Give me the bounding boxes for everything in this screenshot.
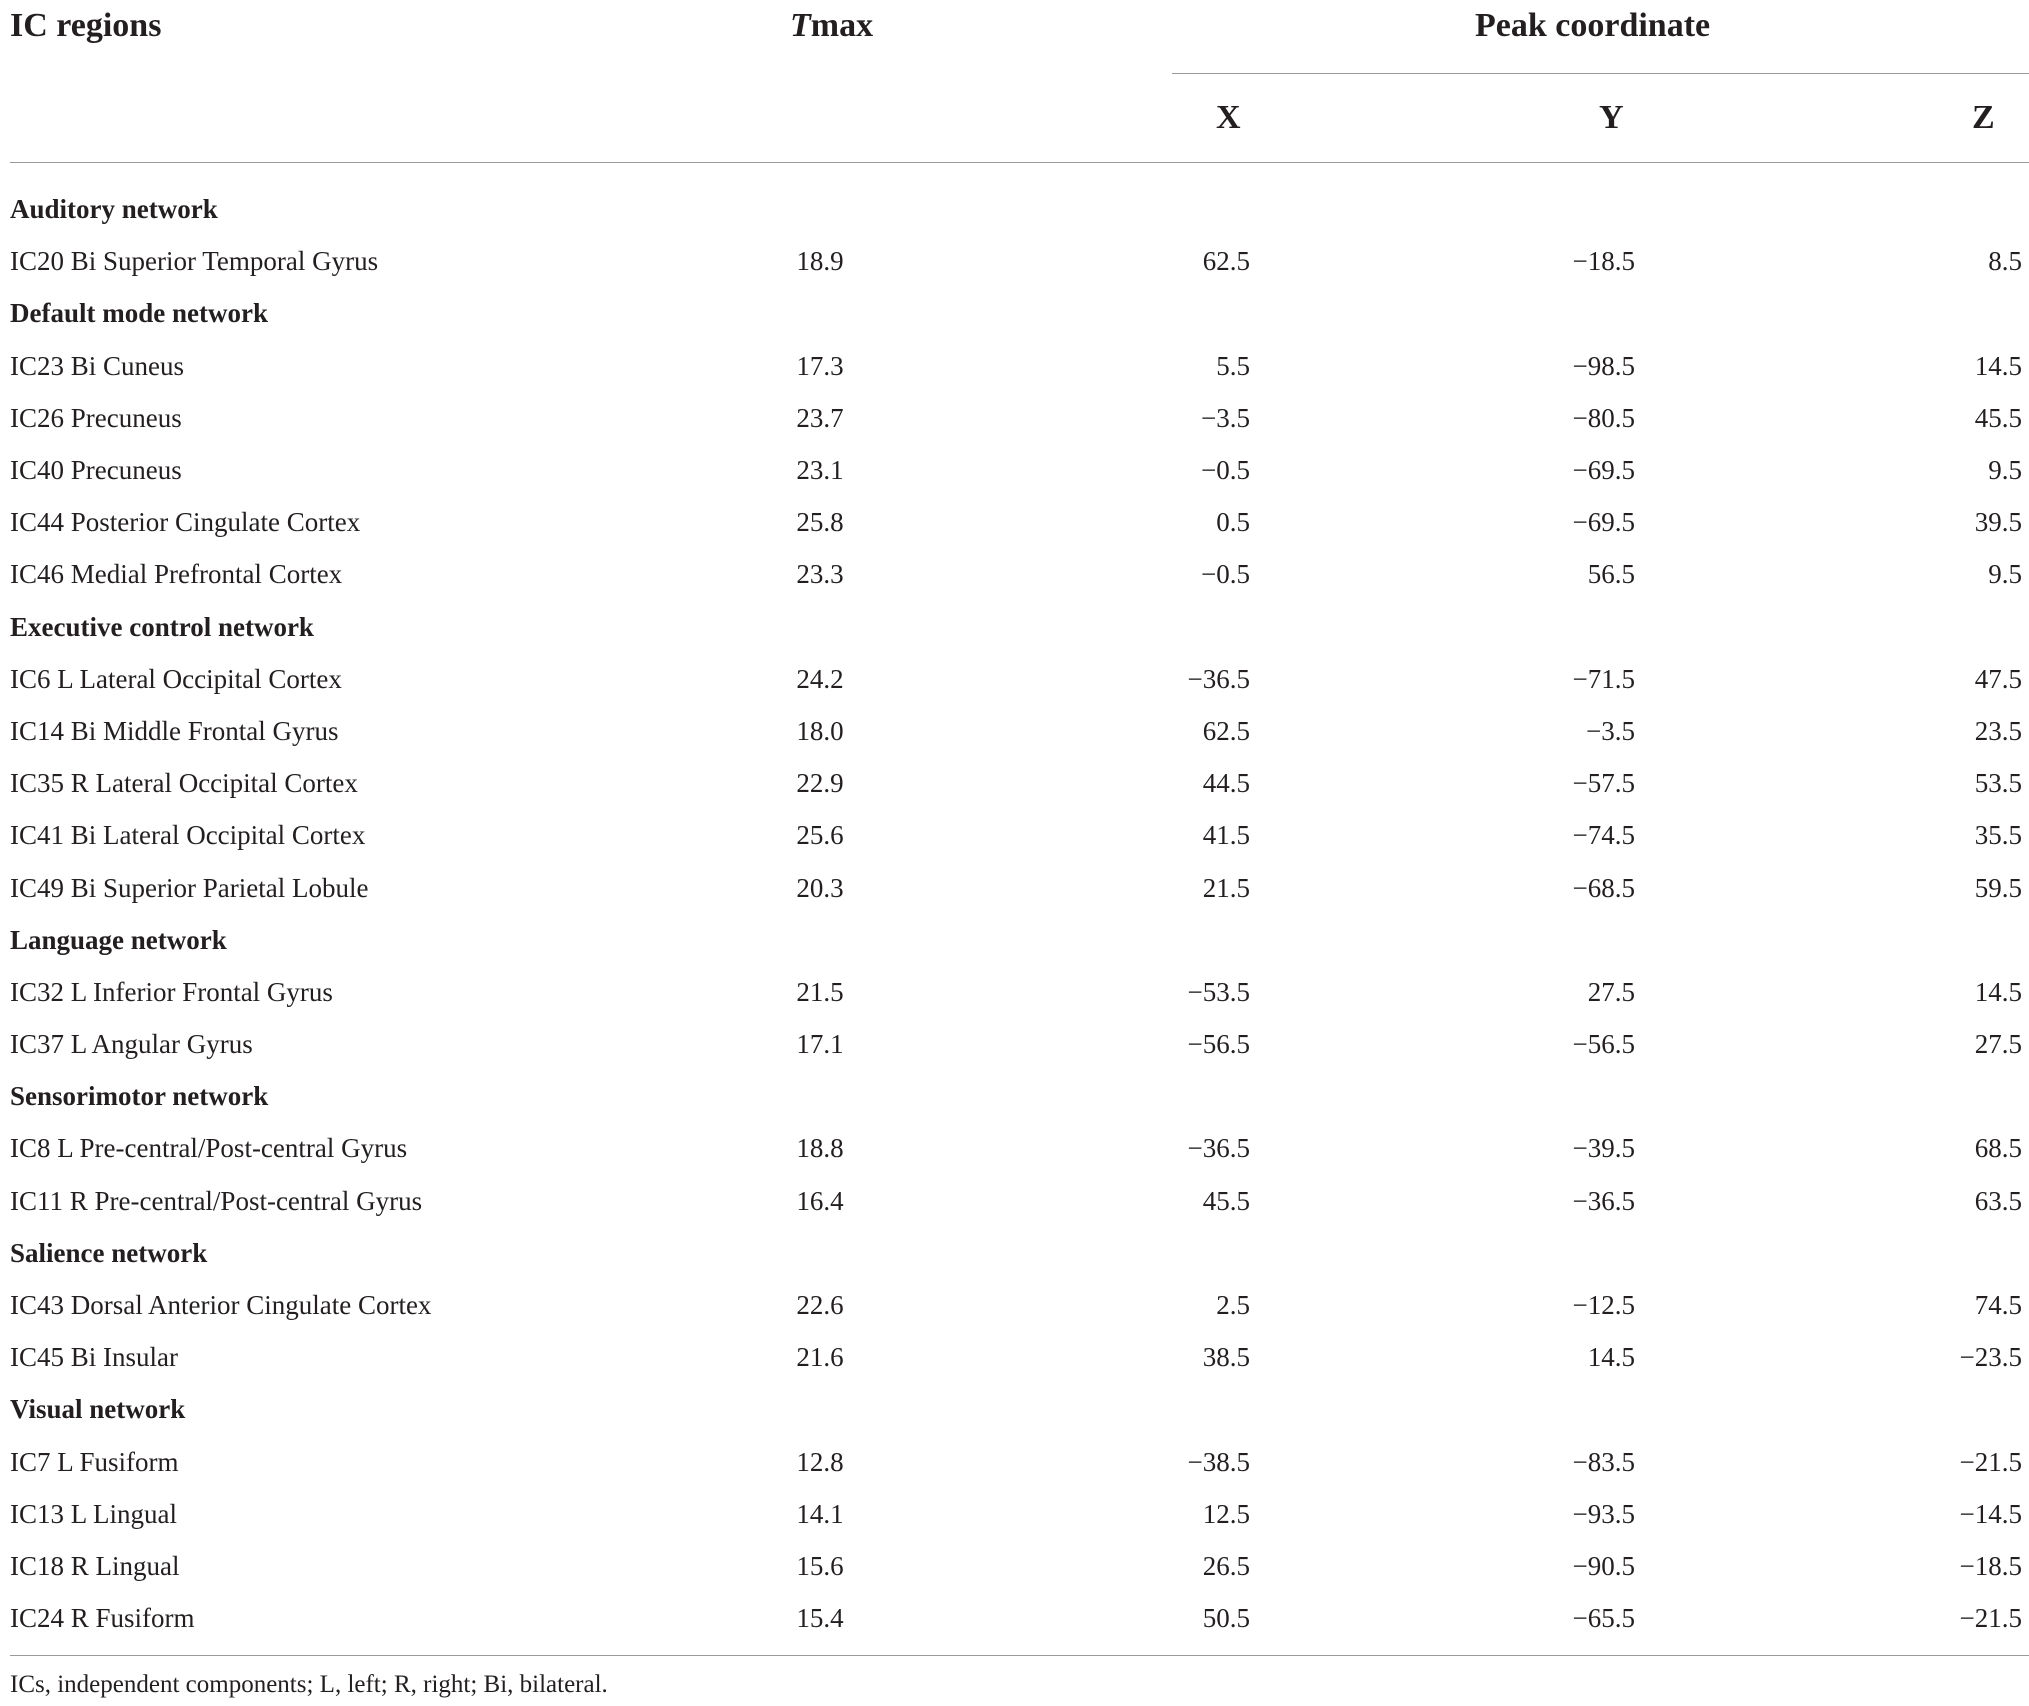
peak-z-cell: 9.5 — [1988, 559, 2023, 590]
tmax-cell: 15.4 — [796, 1603, 844, 1634]
header-bottom-rule — [10, 162, 2029, 163]
network-group-label: Default mode network — [10, 298, 268, 329]
peak-z-cell: 63.5 — [1974, 1185, 2023, 1216]
ic-region-cell: IC13 L Lingual — [10, 1498, 177, 1529]
peak-z-cell: 27.5 — [1974, 1029, 2023, 1060]
column-header-tmax — [790, 6, 873, 46]
network-group-row — [10, 183, 2022, 235]
peak-y-cell: −90.5 — [1572, 1550, 1635, 1581]
tmax-italic-t: T — [790, 7, 811, 44]
table-row — [10, 653, 2022, 705]
peak-y-cell: −83.5 — [1572, 1446, 1635, 1477]
peak-z-cell: 59.5 — [1974, 872, 2023, 903]
table-row — [10, 235, 2022, 287]
tmax-cell: 14.1 — [796, 1498, 844, 1529]
table-row — [10, 861, 2022, 913]
peak-x-cell: −3.5 — [1201, 402, 1250, 433]
peak-x-cell: 45.5 — [1202, 1185, 1250, 1216]
peak-y-cell: −12.5 — [1572, 1290, 1635, 1321]
peak-x-cell: −56.5 — [1187, 1029, 1250, 1060]
ic-region-cell: IC44 Posterior Cingulate Cortex — [10, 507, 361, 538]
peak-z-cell: −21.5 — [1959, 1446, 2023, 1477]
network-group-label: Auditory network — [10, 194, 218, 225]
network-group-row — [10, 1383, 2022, 1435]
tmax-cell: 24.2 — [796, 663, 844, 694]
peak-z-cell: 14.5 — [1974, 976, 2023, 1007]
peak-z-cell: −14.5 — [1959, 1498, 2023, 1529]
peak-z-cell: 53.5 — [1974, 768, 2023, 799]
table-row — [10, 444, 2022, 496]
table-row — [10, 1175, 2022, 1227]
peak-z-cell: 68.5 — [1974, 1133, 2023, 1164]
peak-y-cell: −18.5 — [1572, 246, 1635, 277]
peak-x-cell: 62.5 — [1202, 246, 1250, 277]
peak-z-cell: 74.5 — [1974, 1290, 2023, 1321]
ic-region-cell: IC18 R Lingual — [10, 1550, 180, 1581]
peak-y-cell: −69.5 — [1572, 455, 1635, 486]
peak-z-cell: 39.5 — [1974, 507, 2023, 538]
peak-y-cell: −74.5 — [1572, 820, 1635, 851]
column-header-peak-coordinate: Peak coordinate — [1475, 7, 1711, 44]
ic-regions-table — [10, 183, 2022, 1644]
peak-y-cell: −80.5 — [1572, 402, 1635, 433]
table-bottom-rule — [10, 1655, 2029, 1656]
ic-region-cell: IC49 Bi Superior Parietal Lobule — [10, 872, 369, 903]
ic-region-cell: IC8 L Pre-central/Post-central Gyrus — [10, 1133, 408, 1164]
ic-region-cell: IC23 Bi Cuneus — [10, 350, 185, 381]
ic-region-cell: IC35 R Lateral Occipital Cortex — [10, 768, 358, 799]
peak-z-cell: −21.5 — [1959, 1603, 2023, 1634]
peak-y-cell: −36.5 — [1572, 1185, 1635, 1216]
tmax-cell: 23.1 — [796, 455, 844, 486]
ic-region-cell: IC40 Precuneus — [10, 455, 182, 486]
table-row — [10, 757, 2022, 809]
tmax-cell: 17.1 — [796, 1029, 844, 1060]
ic-region-cell: IC20 Bi Superior Temporal Gyrus — [10, 246, 379, 277]
peak-x-cell: 50.5 — [1202, 1603, 1250, 1634]
peak-y-cell: −39.5 — [1572, 1133, 1635, 1164]
peak-y-cell: 27.5 — [1587, 976, 1635, 1007]
tmax-cell: 20.3 — [796, 872, 844, 903]
tmax-cell: 21.5 — [796, 976, 844, 1007]
peak-x-cell: −36.5 — [1187, 663, 1250, 694]
tmax-cell: 18.9 — [796, 246, 844, 277]
tmax-cell: 15.6 — [796, 1550, 844, 1581]
table-row — [10, 1018, 2022, 1070]
table-row — [10, 392, 2022, 444]
ic-region-cell: IC26 Precuneus — [10, 402, 182, 433]
tmax-suffix: max — [810, 7, 874, 44]
ic-region-cell: IC14 Bi Middle Frontal Gyrus — [10, 715, 339, 746]
network-group-label: Executive control network — [10, 611, 314, 642]
column-header-x: X — [1216, 99, 1241, 136]
table-row — [10, 496, 2022, 548]
network-group-row — [10, 601, 2022, 653]
peak-y-cell: 56.5 — [1587, 559, 1635, 590]
column-header-ic-regions: IC regions — [10, 7, 162, 44]
table-row — [10, 1122, 2022, 1174]
table-row — [10, 1279, 2022, 1331]
ic-region-cell: IC41 Bi Lateral Occipital Cortex — [10, 820, 366, 851]
peak-x-cell: −0.5 — [1201, 559, 1250, 590]
network-group-label: Salience network — [10, 1237, 208, 1268]
peak-x-cell: 44.5 — [1202, 768, 1250, 799]
peak-z-cell: 47.5 — [1974, 663, 2023, 694]
peak-x-cell: 12.5 — [1202, 1498, 1250, 1529]
peak-x-cell: 2.5 — [1216, 1290, 1250, 1321]
tmax-cell: 22.9 — [796, 768, 844, 799]
tmax-cell: 17.3 — [796, 350, 844, 381]
tmax-cell: 21.6 — [796, 1342, 844, 1373]
peak-y-cell: −98.5 — [1572, 350, 1635, 381]
peak-x-cell: 41.5 — [1202, 820, 1250, 851]
peak-x-cell: 62.5 — [1202, 715, 1250, 746]
network-group-row — [10, 1070, 2022, 1122]
peak-z-cell: −18.5 — [1959, 1550, 2023, 1581]
peak-y-cell: −93.5 — [1572, 1498, 1635, 1529]
peak-x-cell: −53.5 — [1187, 976, 1250, 1007]
peak-z-cell: −23.5 — [1959, 1342, 2023, 1373]
table-row — [10, 1540, 2022, 1592]
table-row — [10, 1436, 2022, 1488]
peak-z-cell: 8.5 — [1988, 246, 2023, 277]
tmax-cell: 22.6 — [796, 1290, 844, 1321]
peak-z-cell: 35.5 — [1974, 820, 2023, 851]
peak-y-cell: −65.5 — [1572, 1603, 1635, 1634]
network-group-row — [10, 1227, 2022, 1279]
table-body — [10, 183, 2022, 1644]
peak-y-cell: −71.5 — [1572, 663, 1635, 694]
peak-z-cell: 45.5 — [1974, 402, 2023, 433]
network-group-label: Language network — [10, 924, 227, 955]
peak-z-cell: 9.5 — [1988, 455, 2023, 486]
table-row — [10, 548, 2022, 600]
peak-y-cell: −69.5 — [1572, 507, 1635, 538]
peak-y-cell: −3.5 — [1586, 715, 1635, 746]
peak-z-cell: 23.5 — [1974, 715, 2023, 746]
ic-region-cell: IC24 R Fusiform — [10, 1603, 195, 1634]
tmax-cell: 18.8 — [796, 1133, 844, 1164]
table-footnote: ICs, independent components; L, left; R, right; Bi, bilateral. — [10, 1671, 608, 1698]
ic-region-cell: IC6 L Lateral Occipital Cortex — [10, 663, 342, 694]
table-row — [10, 340, 2022, 392]
peak-x-cell: −38.5 — [1187, 1446, 1250, 1477]
ic-region-cell: IC45 Bi Insular — [10, 1342, 178, 1373]
peak-y-cell: −68.5 — [1572, 872, 1635, 903]
network-group-row — [10, 287, 2022, 339]
ic-region-cell: IC37 L Angular Gyrus — [10, 1029, 253, 1060]
peak-y-cell: −57.5 — [1572, 768, 1635, 799]
network-group-row — [10, 914, 2022, 966]
peak-z-cell: 14.5 — [1974, 350, 2023, 381]
peak-y-cell: −56.5 — [1572, 1029, 1635, 1060]
tmax-cell: 16.4 — [796, 1185, 844, 1216]
ic-region-cell: IC46 Medial Prefrontal Cortex — [10, 559, 343, 590]
table-row — [10, 1592, 2022, 1644]
peak-x-cell: 0.5 — [1216, 507, 1250, 538]
network-group-label: Visual network — [10, 1394, 186, 1425]
table-row — [10, 705, 2022, 757]
table-row — [10, 809, 2022, 861]
peak-coordinate-rule — [1172, 73, 2029, 74]
table-row — [10, 1488, 2022, 1540]
column-header-z: Z — [1972, 99, 1995, 136]
tmax-cell: 25.6 — [796, 820, 844, 851]
ic-region-cell: IC7 L Fusiform — [10, 1446, 179, 1477]
tmax-cell: 12.8 — [796, 1446, 844, 1477]
peak-x-cell: 21.5 — [1202, 872, 1250, 903]
peak-x-cell: 5.5 — [1216, 350, 1250, 381]
column-header-y: Y — [1599, 99, 1624, 136]
tmax-cell: 25.8 — [796, 507, 844, 538]
peak-x-cell: −0.5 — [1201, 455, 1250, 486]
peak-x-cell: −36.5 — [1187, 1133, 1250, 1164]
ic-region-cell: IC11 R Pre-central/Post-central Gyrus — [10, 1185, 423, 1216]
tmax-cell: 23.7 — [796, 402, 844, 433]
table-row — [10, 1331, 2022, 1383]
tmax-cell: 18.0 — [796, 715, 844, 746]
peak-x-cell: 26.5 — [1202, 1550, 1250, 1581]
ic-region-cell: IC43 Dorsal Anterior Cingulate Cortex — [10, 1290, 432, 1321]
table-row — [10, 966, 2022, 1018]
tmax-cell: 23.3 — [796, 559, 844, 590]
peak-x-cell: 38.5 — [1202, 1342, 1250, 1373]
peak-y-cell: 14.5 — [1587, 1342, 1635, 1373]
ic-region-cell: IC32 L Inferior Frontal Gyrus — [10, 976, 333, 1007]
network-group-label: Sensorimotor network — [10, 1081, 269, 1112]
